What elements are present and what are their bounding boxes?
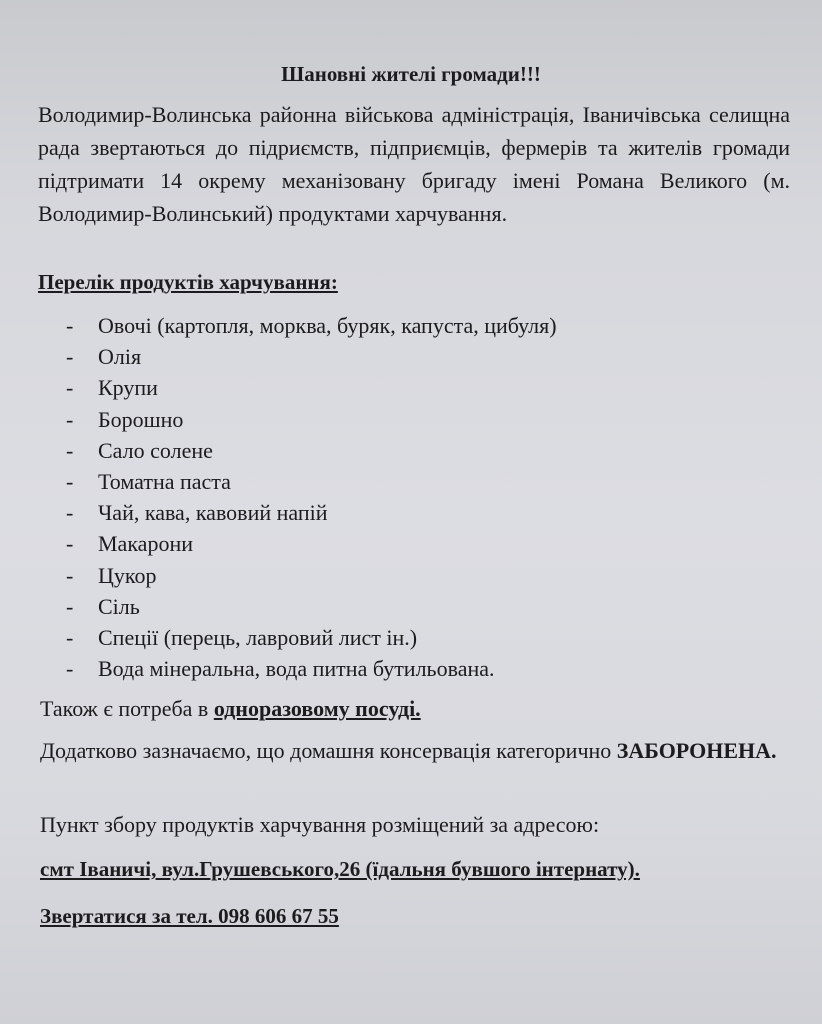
list-item bbox=[66, 341, 557, 372]
list-item-text: Сало солене bbox=[98, 437, 213, 463]
prohibited-label: ЗАБОРОНЕНА. bbox=[616, 738, 777, 763]
list-item bbox=[66, 435, 557, 466]
list-item-text: Крупи bbox=[98, 375, 158, 401]
list-item-text: Томатна паста bbox=[98, 468, 231, 494]
dash-marker: - bbox=[66, 344, 74, 370]
dash-marker: - bbox=[66, 593, 74, 619]
list-item bbox=[66, 372, 557, 403]
list-item bbox=[66, 591, 557, 622]
list-item-text: Борошно bbox=[98, 406, 184, 432]
prohibition-paragraph bbox=[40, 732, 810, 770]
intro-paragraph: Володимир-Волинська районна військова адміністрація, Іваничівська селищна рада звертаються до підриємств, підприємців, фермерів та жителів громади підтримати 14 окрему механізовану бригаду імені Романа Великого (м. Володимир-Волинський) продуктами харчування. bbox=[38, 102, 790, 226]
dash-marker: - bbox=[66, 406, 74, 432]
dash-marker: - bbox=[66, 468, 74, 494]
list-item-text: Спеції (перець, лавровий лист ін.) bbox=[98, 624, 418, 650]
dash-marker: - bbox=[66, 531, 74, 557]
list-item bbox=[66, 560, 557, 591]
disposable-dishes-text: одноразовому посуді. bbox=[213, 696, 421, 721]
dash-marker: - bbox=[66, 562, 74, 588]
dash-marker: - bbox=[66, 656, 74, 682]
address-text: смт Іваничі, вул.Грушевського,26 (їдальня бувшого інтернату). bbox=[40, 857, 640, 881]
dash-marker: - bbox=[66, 375, 74, 401]
notice-title: Шановні жителі громади!!! bbox=[281, 62, 541, 86]
list-item-text: Чай, кава, кавовий напій bbox=[98, 500, 328, 526]
list-item bbox=[66, 466, 557, 497]
dash-marker: - bbox=[66, 624, 74, 650]
list-item bbox=[66, 528, 557, 559]
list-item bbox=[66, 653, 557, 684]
list-item-text: Овочі (картопля, морква, буряк, капуста, цибуля) bbox=[98, 313, 557, 338]
prohibition-text: Додатково зазначаємо, що домашня консервація категорично bbox=[40, 738, 617, 763]
disposable-dishes-paragraph bbox=[40, 696, 421, 722]
list-item-text: Сіль bbox=[98, 593, 140, 619]
collection-point-text: Пункт збору продуктів харчування розміщений за адресою: bbox=[40, 812, 600, 837]
contact-phone-text: Звертатися за тел. 098 606 67 55 bbox=[40, 904, 339, 928]
list-item-text: Вода мінеральна, вода питна бутильована. bbox=[98, 656, 495, 682]
dash-marker: - bbox=[66, 437, 74, 463]
list-item-text: Олія bbox=[98, 344, 142, 370]
list-item bbox=[66, 622, 557, 653]
products-list bbox=[66, 310, 557, 684]
dash-marker: - bbox=[66, 500, 74, 526]
also-need-text: Також є потреба в bbox=[40, 696, 214, 721]
list-item-text: Цукор bbox=[98, 562, 157, 588]
list-item bbox=[66, 497, 557, 528]
list-heading: Перелік продуктів харчування: bbox=[38, 270, 338, 294]
list-item bbox=[66, 404, 557, 435]
dash-marker: - bbox=[66, 313, 74, 338]
list-item bbox=[66, 310, 557, 341]
list-item-text: Макарони bbox=[98, 531, 193, 557]
